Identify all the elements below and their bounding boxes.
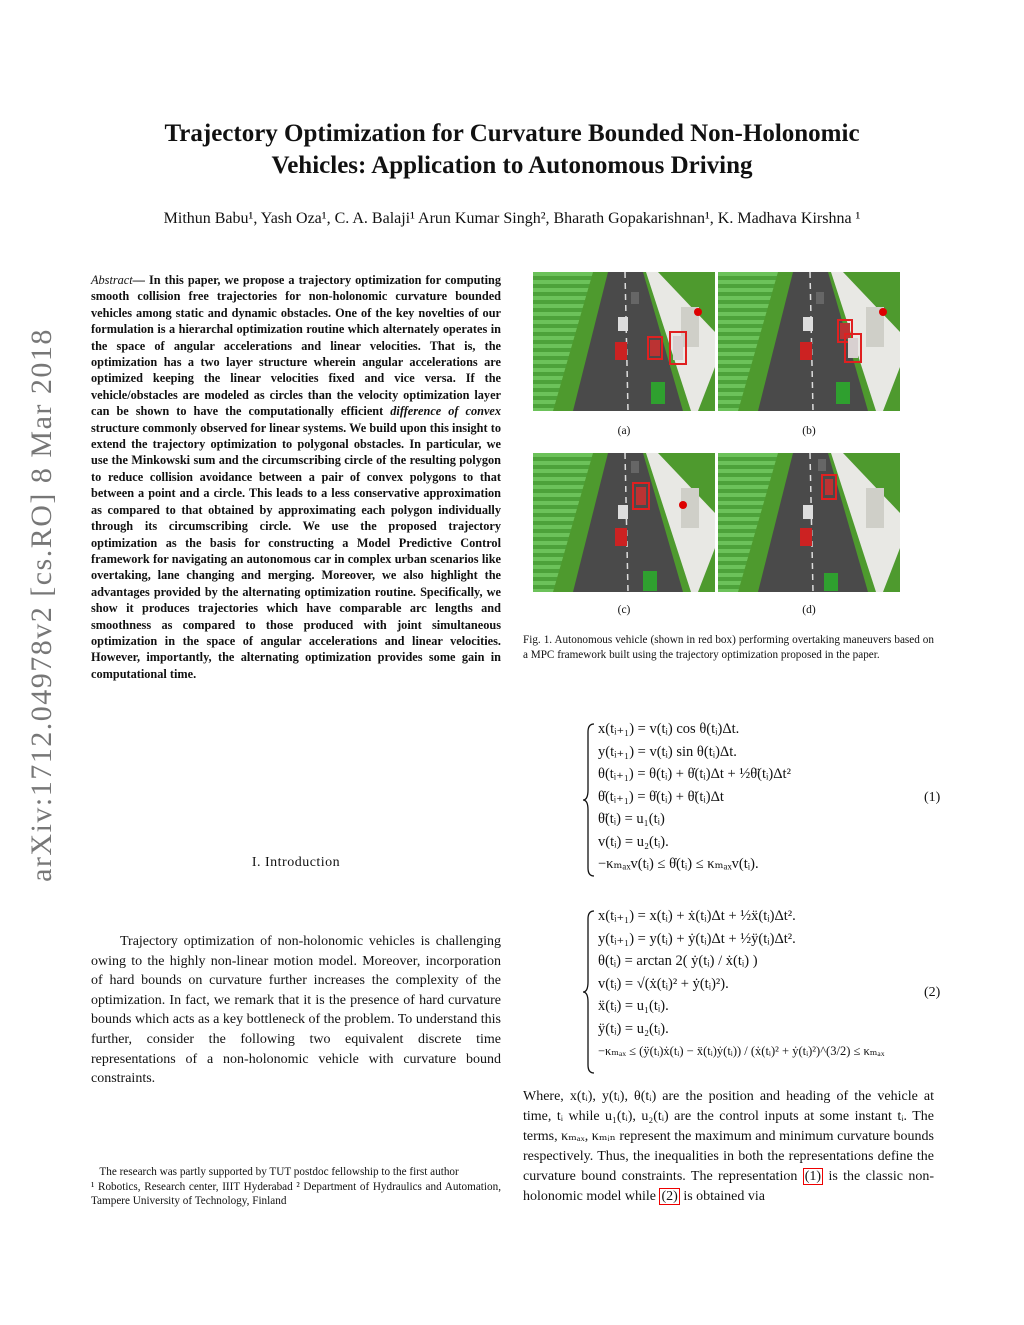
- body-text-1: Where, x(tᵢ), y(tᵢ), θ(tᵢ) are the position and heading of the vehicle at time, tᵢ while u₁(tᵢ), u₂(tᵢ) are the control inputs at some instant tᵢ. The terms, κₘₐₓ, κₘᵢₙ represent the maximum and minimum curvature bounds respectively. Thus, the inequalities in both the representations define the curvature bound constraints. The representation: [523, 1089, 934, 1185]
- panel-label-d: (d): [802, 604, 816, 616]
- arxiv-identifier: arXiv:1712.04978v2 [cs.RO] 8 Mar 2018: [25, 328, 58, 882]
- abstract-text-2: structure commonly observed for linear systems. We build upon this insight to extend the trajectory optimization to polygonal obstacles. In particular, we use the Minkowski sum and the circumscribing circle of the resulting polygon to reduce collision avoidance between a pair of convex polygons to that between a point and a circle. This leads to a less conservative approximation as compared to that obtained by approximating each polygon individually through its circumscribing circle. We use the proposed trajectory optimization as the basis for constructing a Model Predictive Control framework for navigating an autonomous car in complex urban scenarios like overtaking, lane changing and merging. Moreover, we also highlight the advantages provided by the alternating optimization routine. Specifically, we show it produces trajectories which have comparable arc lengths and smoothness as compared to those produced with joint simultaneous optimization in the space of angular accelerations and linear velocities. However, importantly, the alternating optimization provides some gain in computational time.: [91, 420, 501, 681]
- footnote-affiliations: ¹ Robotics, Research center, IIIT Hyderabad ² Department of Hydraulics and Automation, Tampere University of Technology, Finland: [91, 1180, 501, 1207]
- equation-1-number: (1): [924, 790, 941, 805]
- left-brace-icon: [582, 909, 596, 1075]
- left-brace-icon: [582, 722, 596, 878]
- title-line-2: Vehicles: Application to Autonomous Driving: [271, 152, 753, 179]
- body-paragraph: [523, 1087, 934, 1208]
- abstract-text-1: In this paper, we propose a trajectory optimization for computing smooth collision free trajectories for non-holonomic curvature bounded vehicles among static and dynamic obstacles. One of the key novelties of our formulation is a hierarchal optimization routine which alternately operates in the space of angular accelerations and linear velocities. That is, the optimization has a two layer structure wherein angular accelerations are optimized keeping the linear velocities fixed and vice versa. If the vehicle/obstacles are modeled as circles than the velocity optimization layer can be shown to have the computationally efficient: [91, 273, 501, 419]
- equation-2: [530, 905, 941, 1077]
- abstract-dash: —: [132, 273, 149, 287]
- equation-2-line: θ(tᵢ) = arctan 2( ẏ(tᵢ) / ẋ(tᵢ) ): [598, 953, 758, 969]
- footnote-funding-text: The research was partly supported by TUT postdoc fellowship to the first author: [99, 1166, 459, 1178]
- equation-1: [530, 718, 941, 883]
- figure-panel-b: [718, 272, 900, 411]
- equation-2-number: (2): [924, 985, 941, 1000]
- abstract: [91, 272, 501, 682]
- equation-1-line: y(tᵢ₊₁) = v(tᵢ) sin θ(tᵢ)Δt.: [598, 743, 737, 760]
- abstract-lead: Abstract: [91, 273, 133, 287]
- equation-1-lines: [598, 718, 791, 876]
- equation-2-line: ÿ(tᵢ) = u₂(tᵢ).: [598, 1020, 669, 1037]
- introduction-text: Trajectory optimization of non-holonomic vehicles is challenging owing to the highly non-linear motion model. Moreover, incorporation of hard bounds on curvature further increases the complexity of the optimization. In fact, we remark that it is the presence of hard curvature bounds which acts as a key bottleneck of the problem. To understand this further, consider the following two equivalent discrete time representations of a non-holonomic vehicle with curvature bound constraints.: [91, 934, 502, 1087]
- equation-1-link[interactable]: (1): [804, 1169, 822, 1185]
- equation-1-line: x(tᵢ₊₁) = v(tᵢ) cos θ(tᵢ)Δt.: [598, 721, 740, 737]
- equation-2-line: ẍ(tᵢ) = u₁(tᵢ).: [598, 998, 669, 1014]
- panel-label-c: (c): [617, 604, 631, 616]
- panel-label-a: (a): [617, 425, 631, 437]
- paper-title: [80, 118, 944, 182]
- equation-1-line: −κₘₐₓv(tᵢ) ≤ θ̇(tᵢ) ≤ κₘₐₓv(tᵢ).: [598, 856, 759, 872]
- title-line-1: Trajectory Optimization for Curvature Bounded Non-Holonomic: [164, 120, 860, 147]
- footnotes: [91, 1165, 501, 1209]
- introduction-paragraph: [91, 932, 501, 1089]
- figure-caption: Fig. 1. Autonomous vehicle (shown in red box) performing overtaking maneuvers based on a MPC framework built using the trajectory optimization proposed in the paper.: [523, 634, 934, 661]
- equation-2-line: y(tᵢ₊₁) = y(tᵢ) + ẏ(tᵢ)Δt + ½ÿ(tᵢ)Δt².: [598, 930, 796, 947]
- panel-label-b: (b): [802, 425, 816, 437]
- equation-2-line: x(tᵢ₊₁) = x(tᵢ) + ẋ(tᵢ)Δt + ½ẍ(tᵢ)Δt².: [598, 908, 796, 924]
- equation-1-line: θ̈(tᵢ) = u₁(tᵢ): [598, 811, 665, 827]
- equation-2-line: −κₘₐₓ ≤ (ÿ(tᵢ)ẋ(tᵢ) − ẍ(tᵢ)ẏ(tᵢ)) / (ẋ(tᵢ)² + ẏ(tᵢ)²)^(3/2) ≤ κₘₐₓ: [598, 1044, 885, 1058]
- abstract-emphasis: difference of convex: [390, 404, 502, 419]
- footnote-funding: [91, 1165, 501, 1180]
- figure-panel-a: [533, 272, 715, 411]
- section-heading-introduction: I. Introduction: [251, 855, 341, 870]
- author-list: Mithun Babu¹, Yash Oza¹, C. A. Balaji¹ Arun Kumar Singh², Bharath Gopakarishnan¹, K. Madhava Kirshna ¹: [163, 210, 861, 227]
- equation-2-link[interactable]: (2): [661, 1189, 678, 1205]
- body-text-2: is the classic non-holonomic model while: [523, 1169, 935, 1205]
- body-text-3: is obtained via: [679, 1189, 765, 1205]
- figure-panel-c: [533, 453, 715, 592]
- figure-panel-d: [718, 453, 900, 592]
- equation-1-line: θ̇(tᵢ₊₁) = θ̇(tᵢ) + θ̈(tᵢ)Δt: [598, 788, 724, 805]
- equation-2-lines: [598, 905, 884, 1063]
- equation-1-line: v(tᵢ) = u₂(tᵢ).: [598, 833, 669, 850]
- equation-1-line: θ(tᵢ₊₁) = θ(tᵢ) + θ̇(tᵢ)Δt + ½θ̈(tᵢ)Δt²: [598, 766, 791, 782]
- equation-2-line: v(tᵢ) = √(ẋ(tᵢ)² + ẏ(tᵢ)²).: [598, 975, 729, 992]
